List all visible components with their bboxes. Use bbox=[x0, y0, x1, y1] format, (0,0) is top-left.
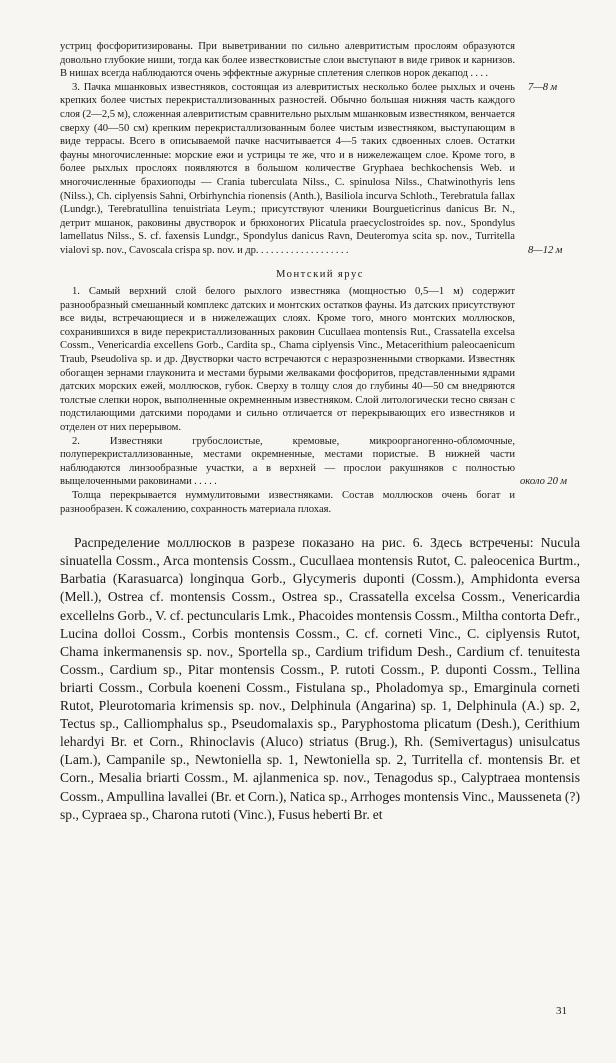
paragraph-monts-2: 2. Известняки грубослоистые, кремовые, микроорганогенно-обломочные, полуперекристаллизованные, местами окремненные, местами пористые. В нижней части наблюдаются линзообразные участки, а в верхней — прослои ракушняков с полностью выщелоченными раковинами . . . . . bbox=[60, 435, 515, 488]
section-heading: Монтский ярус bbox=[276, 268, 364, 280]
thickness-label-3: около 20 м bbox=[520, 476, 567, 488]
paragraph-3-block bbox=[60, 81, 580, 258]
upper-section bbox=[60, 40, 580, 516]
paragraph-monts-2-block bbox=[60, 435, 580, 489]
page-number: 31 bbox=[556, 1005, 567, 1017]
thickness-label-2: 8—12 м bbox=[528, 244, 563, 256]
paragraph-3: 3. Пачка мшанковых известняков, состоящая из алевритистых несколько более рыхлых и очень крепких более чистых перекристаллизованных разностей. Обычно большая нижняя часть каждого слоя (2—2,5 м), сложенная алевритистым сравнительно рыхлым мшанковым известняком, венчается сверху (40—50 см) крепким перекристаллизованным более чистым известняком, выступающим в виде террасы. Всего в описываемой пачке насчитывается 4—5 таких сдвоенных слоев. Остатки фауны многочисленные: морские ежи и устрицы те же, что и в нижележащем слое. Кроме того, в более рыхлых прослоях появляются в большом количестве Gryphaea bechkochensis Web. и многочисленные брахиоподы — Crania tuberculata Nilss., C. spinulosa Nilss., Chatwinothyris lens (Nilss.), Ch. ciplyensis Sahni, Orbirhynchia rionensis (Anth.), Basiliola incurva Schloth., Terebratula fallax (Lundgr.), Terebratullina tenuistriata Leym.; присутствуют членики Bourgueticrinus danicus Br. N., детрит мшанок, раковины двустворок и брюхоногих Plicatula praecyclostroides sp. nov., Spondylus lamellatus Nilss., S. cf. faxensis Lundgr., Spondylus danicus Ravn, Deuteromya scita sp. nov., Turritella vialovi sp. nov., Cavoscala crispa sp. nov. и др. . . . . . . . . . . . . . . . . . . bbox=[60, 81, 515, 256]
page-body bbox=[60, 40, 580, 837]
paragraph-monts-1: 1. Самый верхний слой белого рыхлого известняка (мощностью 0,5—1 м) содержит разнообразный смешанный комплекс датских и монтских остатков фауны. Из датских присутствуют все виды, встречающиеся и в нижележащих слоях. Кроме того, много монтских моллюсков, сохранившихся в виде перекристаллизованных раковин Cucullaea montensis Rut., Crassatella excelsa Cossm., Venericardia excellens Gorb., Cardita sp., Chama ciplyensis Vinc., Metacerithium paleocaenicum Traub, Pseudoliva sp. и др. Двустворки часто встречаются с неразрозненными створками. Известняк обогащен зернами глауконита и местами бурыми желваками фосфоритов, представленными ядрами датских морских ежей, моллюсков, губок. Сверху в толщу слоя до глубины 40—50 см внедряются толстые слепки норок, выполненные окремненным известняком. Слой литологически тесно связан с подстилающими датскими породами и сильно отличается от перекрывающих его известняков и отделен от них перерывом. bbox=[60, 286, 515, 434]
thickness-label-1: 7—8 м bbox=[528, 82, 558, 93]
paragraph-top-block bbox=[60, 40, 580, 93]
paragraph-top: устриц фосфоритизированы. При выветривании по сильно алевритистым прослоям образуются довольно глубокие ниши, тогда как более известковистые слои выступают в виде гривок и карнизов. В нишах всегда наблюдаются очень эффектные ажурные сплетения слепков норок декапод . . . . bbox=[60, 41, 515, 80]
paragraph-monts-3: Толща перекрывается нуммулитовыми известняками. Состав моллюсков очень богат и разнообразен. К сожалению, сохранность материала плохая. bbox=[60, 490, 515, 515]
distribution-paragraph: Распределение моллюсков в разрезе показано на рис. 6. Здесь встречены: Nucula sinuatella Cossm., Arca montensis Cossm., Cucullaea montensis Rutot, C. paleocenica Burtm., Barbatia (Karasuarca) longinqua Gorb., Glycymeris duponti (Cossm.), Amphidonta eversa (Mell.), Ostrea cf. montensis Cossm., Ostrea sp., Crassatella excelsa Cossm., Venericardia excellelns Gorb., V. cf. pectuncularis Lmk., Phacoides montensis Cossm., Miltha contorta Defr., Lucina dolloi Cossm., Corbis montensis Cossm., C. cf. corneti Vinc., C. ciplyensis Rutot, Chama inkermanensis sp. nov., Sportella sp., Cardium trifidum Desh., Cardium cf. tenuitesta Cossm., Cardium sp., Pitar montensis Cossm., P. rutoti Cossm., P. duponti Cossm., Tellina briarti Cossm., Corbula koeneni Cossm., Fistulana sp., Pholadomya sp., Emarginula corneti Rutot, Pleurotomaria krimensis sp. nov., Delphinula (Angarina) sp. 1, Delphinula (A.) sp. 2, Tectus sp., Calliomphalus sp., Pseudomalaxis sp., Paryphostoma plicatum (Desh.), Cerithium lehardyi Br. et Corn., Rhinoclavis (Aluco) striatus (Brug.), Rh. (Semivertagus) unisulcatus (Lam.), Campanile sp., Newtoniella sp. 1, Newtoniella sp. 2, Turritella cf. montensis Br. et Corn., Mesalia briarti Cossm., M. ajlanmenica sp. nov., Tenagodus sp., Calyptraea montensis Cossm., Ampullina lavallei (Br. et Corn.), Natica sp., Arrhoges montensis Vinc., Mausseneta (?) sp., Cypraea sp., Charona rutoti (Vinc.), Fusus heberti Br. et bbox=[60, 535, 580, 822]
